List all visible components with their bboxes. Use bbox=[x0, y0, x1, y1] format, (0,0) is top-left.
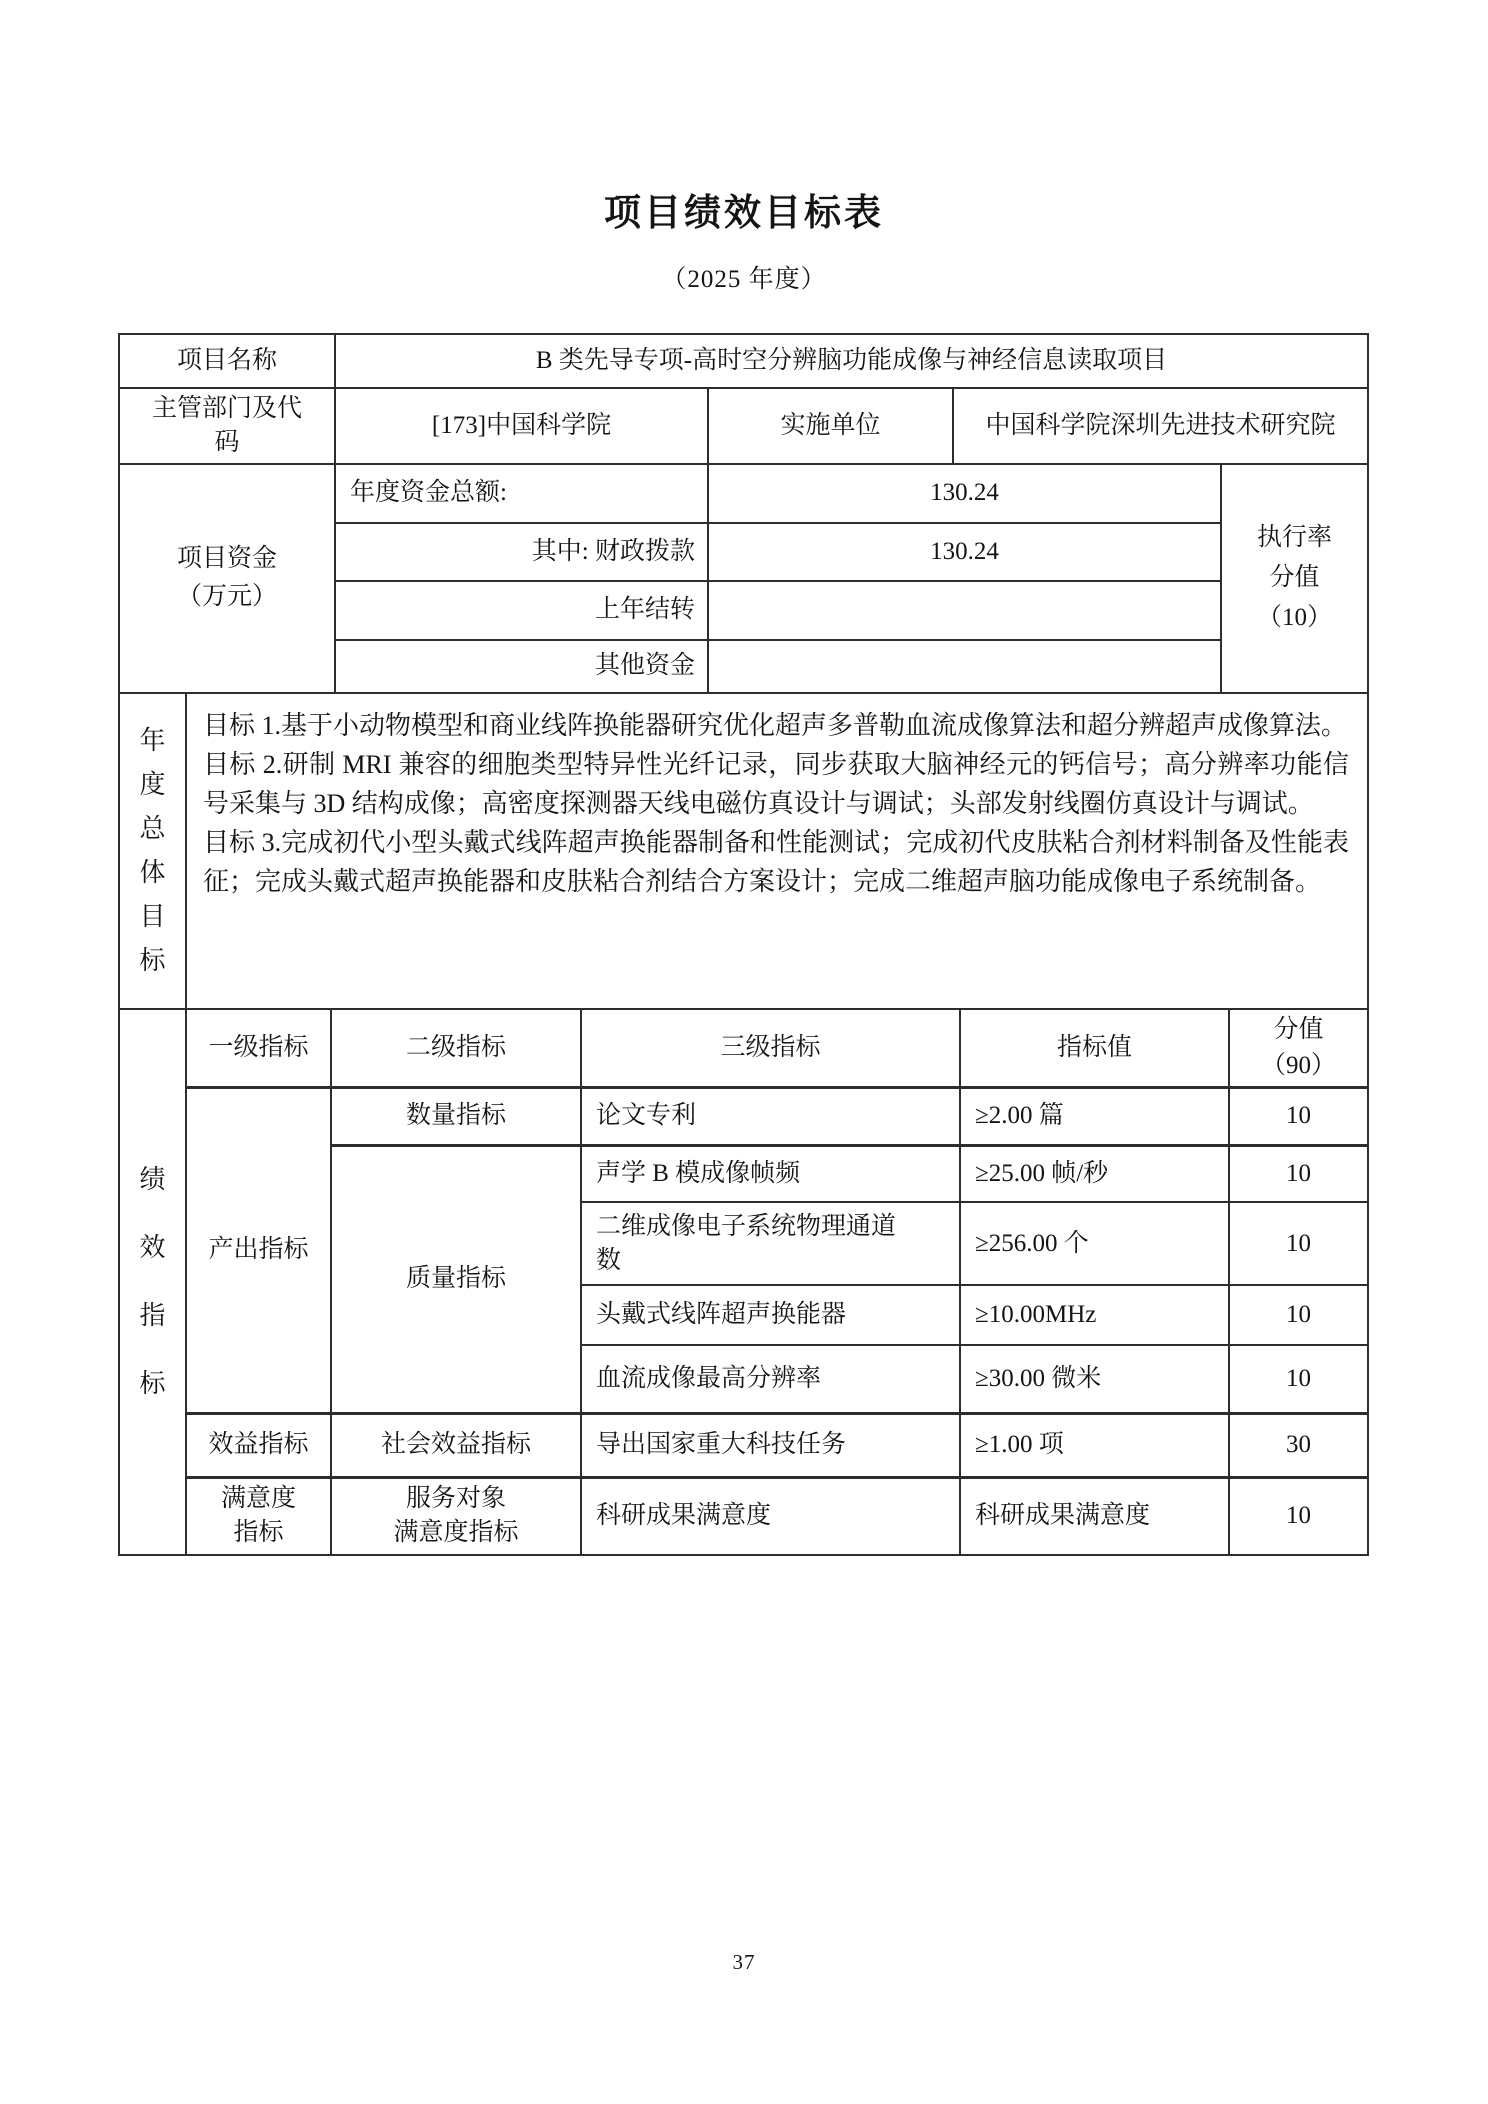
indicator-name: 血流成像最高分辨率 bbox=[581, 1345, 960, 1413]
performance-indicators-table bbox=[118, 1008, 1369, 1557]
indicator-score: 10 bbox=[1229, 1202, 1368, 1285]
execution-rate-score-label: 执行率 分值 （10） bbox=[1221, 464, 1368, 693]
implementing-unit-label: 实施单位 bbox=[708, 388, 953, 464]
indicator-target: ≥1.00 项 bbox=[960, 1413, 1229, 1477]
annual-goals-table bbox=[118, 692, 1369, 1010]
funding-total-label: 年度资金总额: bbox=[335, 464, 708, 523]
indicator-row-satisfaction bbox=[119, 1477, 1368, 1555]
goal-paragraph-3: 目标 3.完成初代小型头戴式线阵超声换能器制备和性能测试；完成初代皮肤粘合剂材料制备及性能表征；完成头戴式超声换能器和皮肤粘合剂结合方案设计；完成二维超声脑功能成像电子系统制备。 bbox=[203, 827, 1349, 896]
level1-output-indicator: 产出指标 bbox=[186, 1087, 331, 1413]
indicator-score: 10 bbox=[1229, 1145, 1368, 1202]
level1-satisfaction-indicator: 满意度 指标 bbox=[186, 1477, 331, 1555]
indicator-row-papers bbox=[119, 1087, 1368, 1145]
indicator-target: ≥30.00 微米 bbox=[960, 1345, 1229, 1413]
indicator-target: 科研成果满意度 bbox=[960, 1477, 1229, 1555]
funding-row-total bbox=[119, 464, 1368, 523]
page-title: 项目绩效目标表 bbox=[604, 191, 884, 234]
project-info-table bbox=[118, 333, 1369, 694]
indicator-target: ≥25.00 帧/秒 bbox=[960, 1145, 1229, 1202]
indicator-target: ≥256.00 个 bbox=[960, 1202, 1229, 1285]
department-row bbox=[119, 388, 1368, 464]
indicator-row-benefit bbox=[119, 1413, 1368, 1477]
funding-other-value bbox=[708, 640, 1221, 693]
header-score: 分值 （90） bbox=[1229, 1009, 1368, 1088]
funding-total-value: 130.24 bbox=[708, 464, 1221, 523]
page-subtitle: （2025 年度） bbox=[661, 265, 827, 293]
indicator-score: 10 bbox=[1229, 1087, 1368, 1145]
funding-other-label: 其他资金 bbox=[335, 640, 708, 693]
goal-paragraph-1: 目标 1.基于小动物模型和商业线阵换能器研究优化超声多普勒血流成像算法和超分辨超声成像算法。 bbox=[203, 710, 1348, 740]
indicator-name: 论文专利 bbox=[581, 1087, 960, 1145]
funding-carryover-value bbox=[708, 581, 1221, 640]
funding-fiscal-value: 130.24 bbox=[708, 523, 1221, 581]
indicator-name: 声学 B 模成像帧频 bbox=[581, 1145, 960, 1202]
indicators-header-row bbox=[119, 1009, 1368, 1088]
indicator-score: 10 bbox=[1229, 1285, 1368, 1345]
project-name-row bbox=[119, 334, 1368, 388]
indicator-score: 10 bbox=[1229, 1345, 1368, 1413]
indicator-score: 10 bbox=[1229, 1477, 1368, 1555]
header-value: 指标值 bbox=[960, 1009, 1229, 1088]
indicator-name: 二维成像电子系统物理通道 数 bbox=[581, 1202, 960, 1285]
indicator-target: ≥2.00 篇 bbox=[960, 1087, 1229, 1145]
level2-service-target-satisfaction: 服务对象 满意度指标 bbox=[331, 1477, 581, 1555]
project-name-value: B 类先导专项-高时空分辨脑功能成像与神经信息读取项目 bbox=[335, 334, 1368, 388]
header-level2: 二级指标 bbox=[331, 1009, 581, 1088]
level2-social-benefit: 社会效益指标 bbox=[331, 1413, 581, 1477]
annual-goals-row bbox=[119, 693, 1368, 1009]
implementing-unit-value: 中国科学院深圳先进技术研究院 bbox=[953, 388, 1368, 464]
project-name-label: 项目名称 bbox=[119, 334, 335, 388]
indicator-name: 导出国家重大科技任务 bbox=[581, 1413, 960, 1477]
indicators-side-label: 绩 效 指 标 bbox=[119, 1009, 186, 1556]
header-level3: 三级指标 bbox=[581, 1009, 960, 1088]
department-label: 主管部门及代 码 bbox=[119, 388, 335, 464]
page-number: 37 bbox=[732, 1950, 756, 1974]
department-code-value: [173]中国科学院 bbox=[335, 388, 708, 464]
funding-fiscal-label: 其中: 财政拨款 bbox=[335, 523, 708, 581]
header-level1: 一级指标 bbox=[186, 1009, 331, 1088]
annual-goals-text bbox=[186, 693, 1368, 1009]
level2-quantity-indicator: 数量指标 bbox=[331, 1087, 581, 1145]
annual-goals-side-label: 年 度 总 体 目 标 bbox=[119, 693, 186, 1009]
level2-quality-indicator: 质量指标 bbox=[331, 1145, 581, 1413]
indicator-name: 头戴式线阵超声换能器 bbox=[581, 1285, 960, 1345]
indicator-target: ≥10.00MHz bbox=[960, 1285, 1229, 1345]
indicator-score: 30 bbox=[1229, 1413, 1368, 1477]
level1-benefit-indicator: 效益指标 bbox=[186, 1413, 331, 1477]
funding-section-label: 项目资金 （万元） bbox=[119, 464, 335, 693]
indicator-name: 科研成果满意度 bbox=[581, 1477, 960, 1555]
goal-paragraph-2: 目标 2.研制 MRI 兼容的细胞类型特异性光纤记录，同步获取大脑神经元的钙信号；高分辨率功能信号采集与 3D 结构成像；高密度探测器天线电磁仿真设计与调试；头部发射线圈仿真设计与调试。 bbox=[203, 749, 1349, 818]
funding-carryover-label: 上年结转 bbox=[335, 581, 708, 640]
